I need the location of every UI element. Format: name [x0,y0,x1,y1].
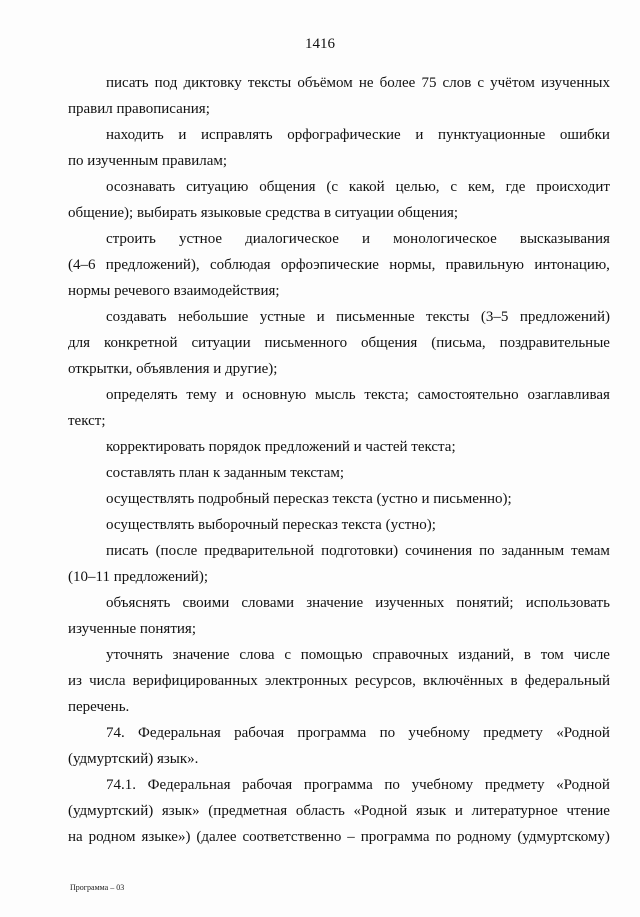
text-line [68,174,610,200]
word: соответственно [242,829,342,845]
word: федеральный [524,673,610,689]
word: программа [297,725,367,741]
word: использовать [525,595,610,611]
word: сочинения [405,543,473,559]
word: словами [241,595,295,611]
word: заданным [501,543,565,559]
word: программа [303,777,373,793]
word: (после [155,543,198,559]
word: монологическое [393,231,497,247]
word: письменного [264,335,348,351]
word: числе [573,647,610,663]
word: самостоятельно [417,387,519,403]
word: учебному [411,777,474,793]
text-line [68,668,610,694]
word: учебному [408,725,470,741]
word: ошибки [559,127,610,143]
word: уточнять [106,647,163,663]
word: происходит [536,179,610,195]
word: (удмуртскому) [517,829,610,845]
word: числа [89,673,126,689]
word: темам [571,543,610,559]
word: кем, [467,179,495,195]
word: «Родной [556,777,610,793]
text-line: открытки, объявления и другие); [68,361,278,377]
word: тексты [247,75,292,91]
text-line [68,382,610,408]
word: интонацию, [534,257,610,273]
word: целью, [395,179,440,195]
text-line: перечень. [68,699,130,715]
word: область [295,803,345,819]
word: писать [106,75,149,91]
word: понятий; [456,595,514,611]
word: включённых [423,673,504,689]
word: родному [456,829,512,845]
word: письменные [336,309,415,325]
text-line: корректировать порядок предложений и частей текста; [106,439,456,455]
text-line: составлять план к заданным текстам; [106,465,345,481]
word: изученных [375,595,445,611]
word: где [505,179,526,195]
text-line [68,798,610,824]
word: и [362,231,371,247]
word: и [178,127,187,143]
word: учётом [490,75,535,91]
text-line [68,824,610,850]
text-line [68,226,610,252]
word: (4–6 [68,257,96,273]
word: с [477,75,485,91]
word: предварительной [204,543,315,559]
word: не [358,75,374,91]
text-line: осуществлять подробный пересказ текста (устно и письменно); [106,491,512,507]
text-line [68,720,610,746]
text-line [68,642,610,668]
word: значение [306,595,364,611]
word: диктовку [183,75,242,91]
word: «Родной [353,803,408,819]
word: общения [259,179,316,195]
word: электронных [264,673,348,689]
word: поздравительные [499,335,610,351]
word: под [154,75,178,91]
text-line [68,122,610,148]
word: орфоэпические [280,257,379,273]
word: какой [348,179,385,195]
footer-note: Программа – 03 [70,883,125,892]
word: изданий, [458,647,515,663]
word: литературное [471,803,558,819]
word: Федеральная [138,725,221,741]
word: подготовки) [321,543,399,559]
page-number: 1416 [305,36,335,52]
word: верифицированных [132,673,258,689]
word: в [510,673,518,689]
word: (письма, [431,335,486,351]
word: находить [106,127,164,143]
word: создавать [106,309,167,325]
word: на [68,829,83,845]
word: из [68,673,82,689]
text-line: правил правописания; [68,101,210,117]
word: рабочая [242,777,293,793]
word: осознавать [106,179,176,195]
word: родном [88,829,136,845]
word: по [384,777,400,793]
word: предмету [484,777,545,793]
word: конкретной [103,335,178,351]
word: устное [178,231,223,247]
word: по [379,725,396,741]
text-line: нормы речевого взаимодействия; [68,283,280,299]
word: с [284,647,291,663]
word: изученных [541,75,610,91]
word: для [68,335,91,351]
text-line [68,70,610,96]
word: – [347,829,355,845]
word: «Родной [556,725,610,741]
word: озаглавливая [527,387,610,403]
word: справочных [372,647,449,663]
word: общения [361,335,418,351]
word: тексты [426,309,470,325]
word: своими [182,595,230,611]
word: устные [259,309,306,325]
word: небольшие [178,309,249,325]
word: Федеральная [147,777,231,793]
word: том [540,647,564,663]
word: текста; [364,387,409,403]
word: программа [360,829,430,845]
text-line [68,772,610,798]
word: ситуации [191,335,251,351]
text-line: по изученным правилам; [68,153,228,169]
word: в [523,647,531,663]
word: 74. [106,725,125,741]
word: орфографические [287,127,401,143]
text-line [68,252,610,278]
word: значение [172,647,230,663]
word: ситуацию [186,179,249,195]
text-line: (удмуртский) язык». [68,751,199,767]
word: правильную [445,257,525,273]
word: чтение [566,803,610,819]
word: язык [415,803,447,819]
word: мысль [315,387,356,403]
word: предмету [483,725,543,741]
word: высказывания [519,231,610,247]
text-line: (10–11 предложений); [68,569,208,585]
text-line: текст; [68,413,106,429]
word: с [450,179,458,195]
word: пунктуационные [437,127,546,143]
text-line: общение); выбирать языковые средства в ситуации общения; [68,205,459,221]
word: объёмом [297,75,353,91]
word: слов [442,75,472,91]
word: (предметная [208,803,288,819]
word: и [316,309,325,325]
word: по [479,543,495,559]
word: писать [106,543,149,559]
word: (с [326,179,339,195]
text-line: осуществлять выборочный пересказ текста (устно); [106,517,436,533]
word: (3–5 [480,309,509,325]
word: определять [106,387,178,403]
text-line [68,330,610,356]
word: по [435,829,452,845]
word: (далее [196,829,237,845]
word: соблюдая [209,257,271,273]
word: исправлять [201,127,273,143]
word: 75 [421,75,437,91]
word: строить [106,231,156,247]
word: помощью [300,647,363,663]
word: языке») [141,829,191,845]
text-line [68,590,610,616]
word: нормы, [389,257,436,273]
word: ресурсов, [354,673,416,689]
word: диалогическое [245,231,339,247]
word: (удмуртский) [68,803,154,819]
word: и [225,387,234,403]
word: объяснять [106,595,171,611]
word: слова [239,647,275,663]
word: основную [242,387,307,403]
word: и [415,127,424,143]
word: язык» [161,803,200,819]
word: рабочая [234,725,285,741]
text-line [68,304,610,330]
word: 74.1. [106,777,136,793]
text-line: изученные понятия; [68,621,196,637]
word: и [454,803,463,819]
word: более [379,75,416,91]
word: предложений) [519,309,610,325]
word: тему [186,387,217,403]
body-text [68,70,610,850]
word: предложений), [105,257,200,273]
text-line [68,538,610,564]
